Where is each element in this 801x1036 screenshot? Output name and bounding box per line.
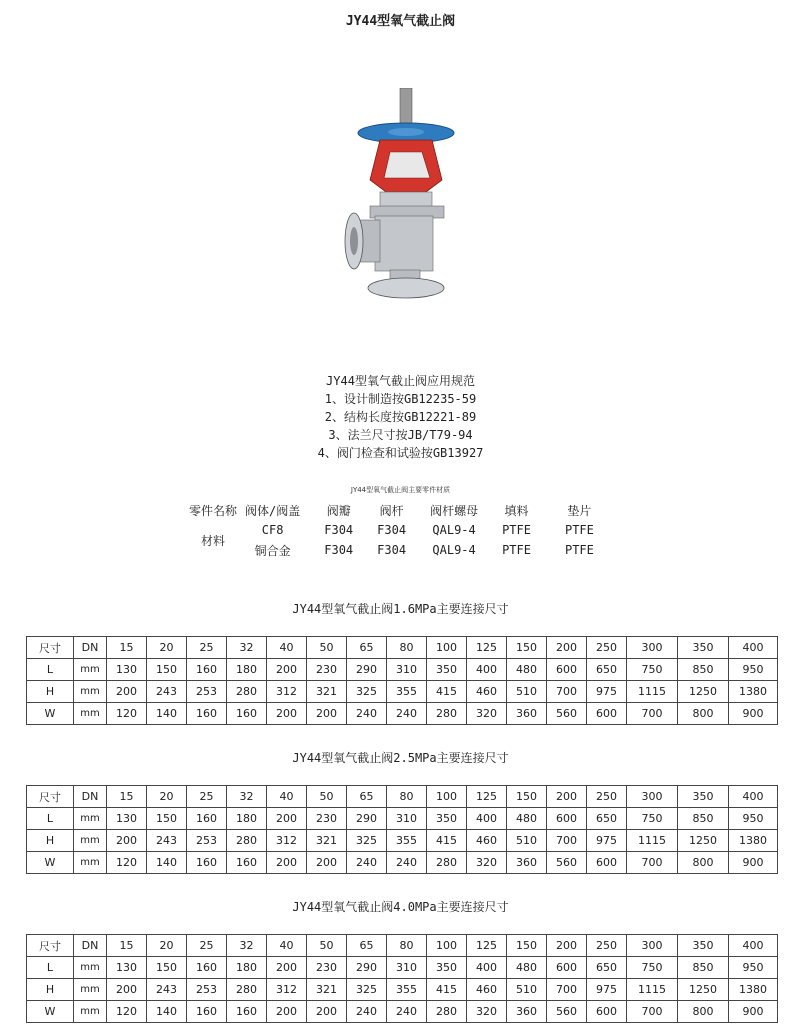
- table-cell: 160: [227, 1001, 267, 1023]
- table-cell: 700: [627, 703, 678, 725]
- table-header-cell: 400: [729, 637, 778, 659]
- table-cell: mm: [74, 659, 107, 681]
- table-cell: 150: [147, 659, 187, 681]
- table-cell: 180: [227, 957, 267, 979]
- table-header-row: [27, 935, 778, 957]
- table-header-cell: 20: [147, 637, 187, 659]
- table-cell: 243: [147, 979, 187, 1001]
- table-cell: mm: [74, 808, 107, 830]
- table-header-cell: 200: [547, 786, 587, 808]
- table-header-cell: 125: [467, 935, 507, 957]
- table-cell: 600: [587, 1001, 627, 1023]
- table-cell: 460: [467, 681, 507, 703]
- table-cell: 360: [507, 1001, 547, 1023]
- table-cell: 280: [227, 681, 267, 703]
- table-cell: 480: [507, 957, 547, 979]
- table-header-cell: 100: [427, 637, 467, 659]
- table-cell: 510: [507, 979, 547, 1001]
- table-row: [27, 830, 778, 852]
- table-cell: 900: [729, 1001, 778, 1023]
- table-cell: 1380: [729, 979, 778, 1001]
- table-header-cell: 300: [627, 786, 678, 808]
- material-cell: PTFE: [502, 523, 531, 537]
- material-cell: PTFE: [502, 543, 531, 557]
- material-cell: PTFE: [564, 523, 594, 537]
- table-cell: 560: [547, 1001, 587, 1023]
- material-cell: F304: [324, 543, 354, 557]
- table-cell: 320: [467, 703, 507, 725]
- table-cell: 600: [547, 659, 587, 681]
- table-cell: 355: [387, 979, 427, 1001]
- table-cell: 800: [678, 1001, 729, 1023]
- table-cell: H: [27, 681, 74, 703]
- table-cell: 1380: [729, 681, 778, 703]
- table-header-cell: 400: [729, 786, 778, 808]
- table-cell: 140: [147, 852, 187, 874]
- table-cell: 415: [427, 681, 467, 703]
- table-cell: 160: [187, 703, 227, 725]
- table-cell: 130: [107, 808, 147, 830]
- table-cell: 150: [147, 808, 187, 830]
- table-cell: 321: [307, 681, 347, 703]
- table-cell: 1115: [627, 979, 678, 1001]
- table-cell: 230: [307, 808, 347, 830]
- table-row: [27, 957, 778, 979]
- table-cell: 200: [307, 1001, 347, 1023]
- table-cell: 950: [729, 957, 778, 979]
- table-cell: 1115: [627, 681, 678, 703]
- table-cell: W: [27, 1001, 74, 1023]
- dimension-table: [26, 636, 778, 725]
- table-header-cell: 250: [587, 637, 627, 659]
- table-cell: 243: [147, 681, 187, 703]
- table-header-cell: 65: [347, 637, 387, 659]
- table-header-cell: 400: [729, 935, 778, 957]
- table-header-cell: 300: [627, 935, 678, 957]
- table-cell: 312: [267, 979, 307, 1001]
- material-cell: CF8: [261, 523, 284, 537]
- table-cell: 200: [267, 703, 307, 725]
- table-cell: 253: [187, 979, 227, 1001]
- table-cell: 140: [147, 703, 187, 725]
- table-cell: 200: [107, 979, 147, 1001]
- table-cell: 321: [307, 830, 347, 852]
- part-name: 阀瓣: [326, 503, 351, 518]
- table-cell: 243: [147, 830, 187, 852]
- table-cell: 350: [427, 808, 467, 830]
- table-header-cell: 15: [107, 637, 147, 659]
- table-cell: mm: [74, 681, 107, 703]
- table-cell: 253: [187, 830, 227, 852]
- table-cell: 280: [227, 979, 267, 1001]
- table-cell: mm: [74, 830, 107, 852]
- table-cell: 321: [307, 979, 347, 1001]
- table-cell: 180: [227, 808, 267, 830]
- table-header-cell: 20: [147, 935, 187, 957]
- part-name: 填料: [504, 503, 529, 518]
- table-header-cell: 80: [387, 786, 427, 808]
- table-header-cell: 尺寸: [27, 786, 74, 808]
- table-header-cell: 25: [187, 637, 227, 659]
- table-cell: 312: [267, 681, 307, 703]
- table-cell: 240: [347, 852, 387, 874]
- table-cell: 253: [187, 681, 227, 703]
- table-cell: 750: [627, 659, 678, 681]
- table-cell: 1250: [678, 979, 729, 1001]
- table-cell: 280: [427, 852, 467, 874]
- table-cell: 700: [627, 1001, 678, 1023]
- table-cell: 200: [107, 681, 147, 703]
- table-cell: 230: [307, 957, 347, 979]
- table-cell: 160: [187, 659, 227, 681]
- page-title: JY44型氧气截止阀: [345, 14, 456, 29]
- table-header-cell: 80: [387, 637, 427, 659]
- material-cell: F304: [324, 523, 354, 537]
- table-cell: L: [27, 659, 74, 681]
- table-header-cell: 40: [267, 935, 307, 957]
- table-cell: 900: [729, 852, 778, 874]
- table-cell: 160: [187, 1001, 227, 1023]
- table-cell: 650: [587, 808, 627, 830]
- table-cell: 310: [387, 957, 427, 979]
- material-cell: 铜合金: [254, 543, 291, 558]
- table-header-cell: 100: [427, 786, 467, 808]
- material-cell: F304: [377, 543, 407, 557]
- table-cell: 415: [427, 830, 467, 852]
- table-row: [27, 1001, 778, 1023]
- table-cell: 325: [347, 681, 387, 703]
- table-cell: 160: [187, 808, 227, 830]
- table-cell: 130: [107, 659, 147, 681]
- dimension-caption-2-5mpa: JY44型氧气截止阀2.5MPa主要连接尺寸: [292, 751, 509, 765]
- table-header-cell: 80: [387, 935, 427, 957]
- table-header-cell: 尺寸: [27, 637, 74, 659]
- table-cell: 312: [267, 830, 307, 852]
- table-cell: 480: [507, 659, 547, 681]
- table-header-cell: 150: [507, 786, 547, 808]
- table-cell: 460: [467, 979, 507, 1001]
- spec-item: 4、阀门检查和试验按GB13927: [317, 446, 484, 460]
- table-header-cell: 40: [267, 637, 307, 659]
- table-header-cell: 350: [678, 786, 729, 808]
- table-header-cell: 50: [307, 786, 347, 808]
- table-cell: W: [27, 852, 74, 874]
- table-cell: 200: [267, 852, 307, 874]
- table-header-cell: 250: [587, 935, 627, 957]
- spec-item: 3、法兰尺寸按JB/T79-94: [328, 428, 473, 442]
- table-header-cell: DN: [74, 935, 107, 957]
- table-header-cell: 15: [107, 786, 147, 808]
- table-header-cell: 20: [147, 786, 187, 808]
- table-cell: 120: [107, 1001, 147, 1023]
- table-header-cell: 32: [227, 637, 267, 659]
- table-header-cell: 32: [227, 935, 267, 957]
- table-cell: 240: [387, 1001, 427, 1023]
- table-cell: 510: [507, 681, 547, 703]
- table-cell: 1250: [678, 830, 729, 852]
- table-cell: 310: [387, 808, 427, 830]
- table-cell: H: [27, 830, 74, 852]
- table-cell: 355: [387, 830, 427, 852]
- table-header-cell: 25: [187, 786, 227, 808]
- spec-item: 1、设计制造按GB12235-59: [324, 392, 477, 406]
- table-cell: 200: [307, 852, 347, 874]
- materials-header-label: 零件名称: [189, 503, 238, 518]
- part-name: 阀杆螺母: [430, 503, 479, 518]
- table-header-cell: 125: [467, 786, 507, 808]
- table-cell: 600: [587, 703, 627, 725]
- table-header-cell: 350: [678, 637, 729, 659]
- table-cell: 200: [107, 830, 147, 852]
- table-header-cell: 150: [507, 637, 547, 659]
- table-cell: 415: [427, 979, 467, 1001]
- table-row: [27, 703, 778, 725]
- table-cell: 800: [678, 703, 729, 725]
- table-cell: 900: [729, 703, 778, 725]
- material-cell: PTFE: [564, 543, 594, 557]
- table-cell: 950: [729, 808, 778, 830]
- table-row: [27, 681, 778, 703]
- table-cell: 130: [107, 957, 147, 979]
- table-cell: mm: [74, 1001, 107, 1023]
- table-cell: 850: [678, 659, 729, 681]
- table-header-row: [27, 786, 778, 808]
- table-header-cell: 尺寸: [27, 935, 74, 957]
- table-cell: 850: [678, 808, 729, 830]
- table-header-cell: 350: [678, 935, 729, 957]
- table-header-cell: 15: [107, 935, 147, 957]
- table-cell: 360: [507, 703, 547, 725]
- table-cell: 240: [347, 1001, 387, 1023]
- table-cell: 800: [678, 852, 729, 874]
- table-cell: 240: [387, 703, 427, 725]
- table-cell: 750: [627, 957, 678, 979]
- valve-image: [340, 88, 455, 303]
- table-header-cell: 300: [627, 637, 678, 659]
- application-spec: [0, 372, 801, 462]
- table-cell: 150: [147, 957, 187, 979]
- material-cell: QAL9-4: [432, 523, 476, 537]
- table-cell: 280: [227, 830, 267, 852]
- table-cell: W: [27, 703, 74, 725]
- table-cell: 160: [187, 852, 227, 874]
- dimension-caption-1-6mpa: JY44型氧气截止阀1.6MPa主要连接尺寸: [292, 602, 509, 616]
- table-header-cell: 65: [347, 786, 387, 808]
- spec-heading: JY44型氧气截止阀应用规范: [326, 374, 475, 388]
- table-cell: 350: [427, 659, 467, 681]
- table-cell: 240: [347, 703, 387, 725]
- table-header-cell: 200: [547, 935, 587, 957]
- table-header-cell: 25: [187, 935, 227, 957]
- table-cell: 290: [347, 957, 387, 979]
- table-header-cell: 65: [347, 935, 387, 957]
- table-header-cell: 150: [507, 935, 547, 957]
- dimension-table: [26, 785, 778, 874]
- table-cell: 200: [267, 1001, 307, 1023]
- table-cell: 320: [467, 852, 507, 874]
- table-cell: 700: [547, 830, 587, 852]
- table-cell: 280: [427, 1001, 467, 1023]
- table-cell: 560: [547, 852, 587, 874]
- table-cell: 650: [587, 957, 627, 979]
- table-cell: L: [27, 808, 74, 830]
- table-cell: mm: [74, 979, 107, 1001]
- table-cell: 400: [467, 957, 507, 979]
- table-row: [27, 979, 778, 1001]
- table-cell: 650: [587, 659, 627, 681]
- table-header-cell: 250: [587, 786, 627, 808]
- table-cell: 355: [387, 681, 427, 703]
- table-cell: 160: [227, 852, 267, 874]
- table-cell: 600: [547, 957, 587, 979]
- table-cell: 560: [547, 703, 587, 725]
- table-cell: 1250: [678, 681, 729, 703]
- table-cell: 350: [427, 957, 467, 979]
- table-header-cell: 100: [427, 935, 467, 957]
- table-cell: 120: [107, 852, 147, 874]
- part-name: 阀体/阀盖: [245, 503, 301, 518]
- table-cell: 1380: [729, 830, 778, 852]
- table-cell: 325: [347, 830, 387, 852]
- spec-item: 2、结构长度按GB12221-89: [324, 410, 477, 424]
- table-cell: 480: [507, 808, 547, 830]
- table-cell: 400: [467, 808, 507, 830]
- table-cell: 600: [547, 808, 587, 830]
- table-cell: 700: [547, 979, 587, 1001]
- table-header-cell: 32: [227, 786, 267, 808]
- table-cell: 320: [467, 1001, 507, 1023]
- table-cell: 140: [147, 1001, 187, 1023]
- table-cell: 120: [107, 703, 147, 725]
- part-name: 垫片: [567, 503, 592, 518]
- table-cell: 310: [387, 659, 427, 681]
- table-cell: 200: [267, 957, 307, 979]
- table-cell: mm: [74, 852, 107, 874]
- materials-row-label: 材料: [201, 533, 226, 548]
- materials-caption: JY44型氧气截止阀主要零件材质: [350, 486, 451, 494]
- material-cell: QAL9-4: [432, 543, 476, 557]
- table-cell: 400: [467, 659, 507, 681]
- part-name: 阀杆: [379, 503, 404, 518]
- table-cell: 160: [227, 703, 267, 725]
- table-row: [27, 852, 778, 874]
- table-cell: 950: [729, 659, 778, 681]
- table-cell: 460: [467, 830, 507, 852]
- table-cell: mm: [74, 703, 107, 725]
- table-cell: 200: [267, 808, 307, 830]
- table-cell: L: [27, 957, 74, 979]
- table-header-cell: DN: [74, 786, 107, 808]
- table-cell: 750: [627, 808, 678, 830]
- table-cell: 1115: [627, 830, 678, 852]
- table-cell: H: [27, 979, 74, 1001]
- table-cell: 325: [347, 979, 387, 1001]
- table-cell: 240: [387, 852, 427, 874]
- material-cell: F304: [377, 523, 407, 537]
- table-cell: 975: [587, 681, 627, 703]
- table-row: [27, 659, 778, 681]
- table-cell: 200: [267, 659, 307, 681]
- table-cell: 700: [547, 681, 587, 703]
- dimension-caption-4-0mpa: JY44型氧气截止阀4.0MPa主要连接尺寸: [292, 900, 509, 914]
- table-row: [27, 808, 778, 830]
- table-cell: 290: [347, 808, 387, 830]
- table-header-cell: 125: [467, 637, 507, 659]
- table-cell: 700: [627, 852, 678, 874]
- dimension-table: [26, 934, 778, 1023]
- table-header-cell: DN: [74, 637, 107, 659]
- table-cell: 290: [347, 659, 387, 681]
- table-header-cell: 40: [267, 786, 307, 808]
- table-cell: 200: [307, 703, 347, 725]
- table-cell: 280: [427, 703, 467, 725]
- table-header-cell: 50: [307, 637, 347, 659]
- table-cell: 180: [227, 659, 267, 681]
- table-cell: 230: [307, 659, 347, 681]
- table-cell: 600: [587, 852, 627, 874]
- table-cell: mm: [74, 957, 107, 979]
- table-cell: 975: [587, 979, 627, 1001]
- table-cell: 360: [507, 852, 547, 874]
- table-cell: 160: [187, 957, 227, 979]
- materials-table: [185, 500, 598, 560]
- table-header-cell: 200: [547, 637, 587, 659]
- table-header-cell: 50: [307, 935, 347, 957]
- table-cell: 975: [587, 830, 627, 852]
- table-cell: 510: [507, 830, 547, 852]
- table-header-row: [27, 637, 778, 659]
- table-cell: 850: [678, 957, 729, 979]
